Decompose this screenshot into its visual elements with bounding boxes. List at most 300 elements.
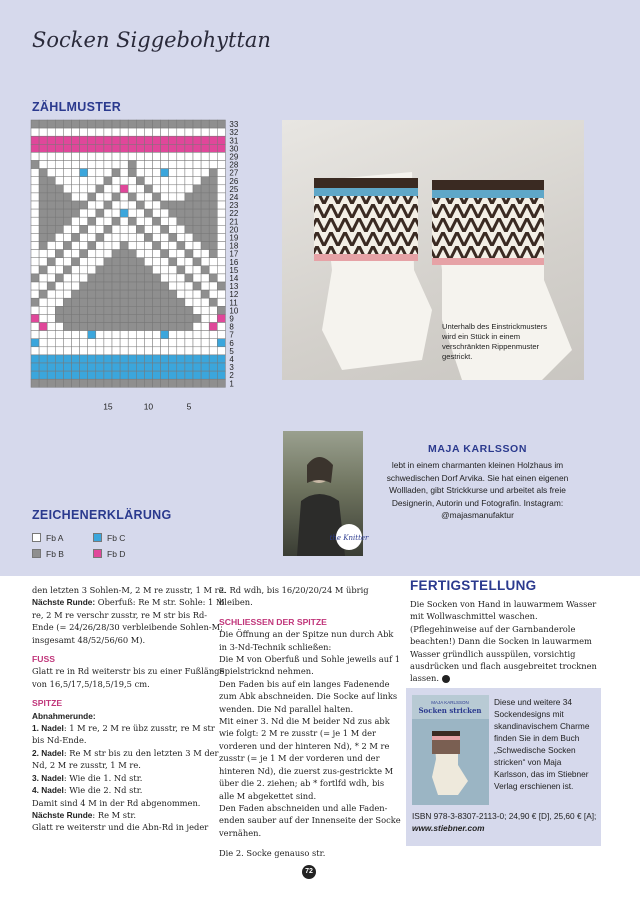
chart-cell	[31, 306, 39, 314]
chart-cell	[39, 282, 47, 290]
chart-cell	[201, 161, 209, 169]
chart-cell	[128, 355, 136, 363]
chart-cell	[185, 371, 193, 379]
chart-cell	[96, 306, 104, 314]
chart-cell	[96, 323, 104, 331]
chart-cell	[96, 355, 104, 363]
chart-cell	[39, 258, 47, 266]
col1-intro-2-label: Nächste Runde:	[32, 597, 96, 608]
chart-cell	[153, 314, 161, 322]
chart-cell	[209, 355, 217, 363]
chart-cell	[217, 339, 225, 347]
chart-cell	[169, 323, 177, 331]
chart-cell	[31, 136, 39, 144]
chart-cell	[136, 233, 144, 241]
chart-cell	[112, 371, 120, 379]
chart-cell	[104, 185, 112, 193]
chart-cell	[128, 209, 136, 217]
chart-cell	[80, 217, 88, 225]
chart-cell	[104, 177, 112, 185]
chart-cell	[72, 201, 80, 209]
chart-cell	[217, 274, 225, 282]
chart-cell	[112, 120, 120, 128]
chart-cell	[153, 120, 161, 128]
chart-cell	[112, 136, 120, 144]
chart-cell	[80, 258, 88, 266]
chart-cell	[96, 120, 104, 128]
chart-cell	[31, 371, 39, 379]
chart-cell	[112, 152, 120, 160]
chart-cell	[112, 161, 120, 169]
chart-cell	[177, 201, 185, 209]
chart-cell	[185, 306, 193, 314]
chart-cell	[169, 282, 177, 290]
chart-cell	[185, 152, 193, 160]
chart-cell	[120, 120, 128, 128]
chart-cell	[47, 306, 55, 314]
chart-cell	[120, 282, 128, 290]
chart-cell	[209, 347, 217, 355]
chart-cell	[209, 298, 217, 306]
chart-cell	[88, 282, 96, 290]
chart-cell	[177, 242, 185, 250]
chart-cell	[88, 298, 96, 306]
chart-cell	[185, 217, 193, 225]
chart-cell	[112, 177, 120, 185]
chart-cell	[201, 120, 209, 128]
chart-cell	[104, 314, 112, 322]
chart-cell	[136, 120, 144, 128]
chart-cell	[144, 314, 152, 322]
col2-p1: Die Öffnung an der Spitze nun durch Abk in 3-Nd-Technik schließen:	[219, 629, 394, 652]
chart-cell	[104, 371, 112, 379]
chart-cell	[96, 258, 104, 266]
chart-cell	[161, 290, 169, 298]
legend-swatch-fb-b	[32, 549, 41, 558]
chart-cell	[104, 233, 112, 241]
chart-cell	[96, 363, 104, 371]
chart-cell	[63, 128, 71, 136]
chart-cell	[128, 371, 136, 379]
chart-cell	[136, 331, 144, 339]
chart-cell	[201, 314, 209, 322]
chart-cell	[47, 347, 55, 355]
chart-cell	[88, 363, 96, 371]
chart-cell	[169, 128, 177, 136]
chart-row-number: 16	[229, 257, 239, 267]
chart-cell	[63, 209, 71, 217]
chart-cell	[209, 201, 217, 209]
chart-cell	[185, 355, 193, 363]
chart-cell	[185, 177, 193, 185]
chart-cell	[185, 136, 193, 144]
chart-cell	[31, 314, 39, 322]
chart-cell	[55, 225, 63, 233]
chart-cell	[161, 258, 169, 266]
chart-cell	[63, 339, 71, 347]
chart-cell	[39, 363, 47, 371]
column-1	[32, 584, 227, 834]
chart-cell	[112, 339, 120, 347]
legend-swatch-fb-d	[93, 549, 102, 558]
chart-cell	[112, 323, 120, 331]
chart-cell	[31, 201, 39, 209]
chart-cell	[88, 177, 96, 185]
chart-cell	[31, 152, 39, 160]
chart-cell	[144, 217, 152, 225]
chart-cell	[201, 298, 209, 306]
chart-cell	[31, 209, 39, 217]
chart-cell	[144, 144, 152, 152]
chart-cell	[88, 323, 96, 331]
chart-cell	[185, 225, 193, 233]
chart-cell	[136, 136, 144, 144]
fuss-text: Glatt re in Rd weiterstr bis zu einer Fußlänge von 16,5/17,5/18,5/19,5 cm.	[32, 666, 225, 689]
chart-cell	[217, 323, 225, 331]
chart-cell	[96, 331, 104, 339]
chart-cell	[63, 233, 71, 241]
chart-cell	[80, 355, 88, 363]
chart-cell	[120, 258, 128, 266]
chart-cell	[120, 225, 128, 233]
chart-cell	[96, 225, 104, 233]
chart-cell	[47, 209, 55, 217]
chart-cell	[128, 193, 136, 201]
chart-cell	[120, 298, 128, 306]
chart-cell	[72, 339, 80, 347]
chart-cell	[47, 379, 55, 387]
chart-cell	[31, 331, 39, 339]
chart-cell	[120, 242, 128, 250]
chart-cell	[72, 161, 80, 169]
chart-cell	[177, 355, 185, 363]
legend-label-fb-c: Fb C	[107, 533, 126, 543]
chart-cell	[169, 339, 177, 347]
chart-cell	[80, 169, 88, 177]
chart-cell	[161, 274, 169, 282]
chart-cell	[161, 128, 169, 136]
chart-row-number: 9	[229, 314, 234, 324]
chart-cell	[80, 306, 88, 314]
chart-cell	[153, 274, 161, 282]
chart-cell	[201, 323, 209, 331]
chart-cell	[104, 266, 112, 274]
chart-cell	[153, 169, 161, 177]
chart-cell	[201, 152, 209, 160]
chart-cell	[185, 161, 193, 169]
chart-cell	[39, 274, 47, 282]
chart-cell	[39, 217, 47, 225]
chart-cell	[47, 290, 55, 298]
chart-cell	[136, 290, 144, 298]
chart-cell	[72, 233, 80, 241]
chart-cell	[169, 120, 177, 128]
chart-cell	[72, 136, 80, 144]
chart-cell	[104, 209, 112, 217]
chart-cell	[72, 144, 80, 152]
chart-cell	[39, 347, 47, 355]
chart-cell	[55, 290, 63, 298]
chart-cell	[80, 314, 88, 322]
chart-cell	[128, 339, 136, 347]
chart-cell	[185, 144, 193, 152]
chart-cell	[136, 128, 144, 136]
chart-cell	[31, 233, 39, 241]
chart-cell	[144, 274, 152, 282]
legend-label-fb-d: Fb D	[107, 549, 126, 559]
chart-cell	[185, 242, 193, 250]
chart-cell	[217, 258, 225, 266]
chart-cell	[47, 339, 55, 347]
nadel-1-label: 1. Nadel	[32, 723, 64, 734]
col2-p2: Die M von Oberfuß und Sohle jeweils auf 1 Spielstricknd nehmen.	[219, 654, 401, 677]
chart-cell	[104, 323, 112, 331]
next-round-text: : Re M str.	[92, 809, 137, 820]
chart-cell	[72, 193, 80, 201]
chart-cell	[153, 225, 161, 233]
chart-cell	[153, 144, 161, 152]
chart-cell	[144, 242, 152, 250]
chart-cell	[72, 363, 80, 371]
chart-cell	[47, 152, 55, 160]
chart-cell	[39, 185, 47, 193]
chart-cell	[128, 169, 136, 177]
chart-cell	[144, 250, 152, 258]
chart-cell	[88, 314, 96, 322]
chart-cell	[169, 177, 177, 185]
chart-cell	[112, 209, 120, 217]
chart-cell	[72, 128, 80, 136]
chart-cell	[144, 233, 152, 241]
chart-cell	[55, 185, 63, 193]
chart-cell	[112, 242, 120, 250]
chart-cell	[193, 282, 201, 290]
chart-heading: ZÄHLMUSTER	[32, 100, 122, 114]
chart-cell	[72, 323, 80, 331]
chart-cell	[153, 331, 161, 339]
chart-cell	[31, 298, 39, 306]
chart-cell	[88, 225, 96, 233]
chart-cell	[96, 128, 104, 136]
chart-cell	[201, 144, 209, 152]
nadel-2-label: 2. Nadel	[32, 747, 64, 758]
chart-cell	[55, 250, 63, 258]
chart-cell	[39, 144, 47, 152]
chart-cell	[217, 169, 225, 177]
chart-cell	[128, 379, 136, 387]
chart-cell	[153, 347, 161, 355]
chart-cell	[47, 185, 55, 193]
chart-cell	[161, 323, 169, 331]
book-text: Diese und weitere 34 Sockendesigns mit skandinavischem Charme finden Sie in dem Buch „Schwedische Socken stricken“ von Maja Karlsson, das im Stiebner Verlag erschienen ist.	[494, 697, 590, 791]
chart-cell	[136, 282, 144, 290]
chart-row-number: 29	[229, 152, 239, 162]
chart-cell	[112, 217, 120, 225]
chart-cell	[31, 274, 39, 282]
chart-cell	[88, 120, 96, 128]
chart-row-number: 20	[229, 225, 239, 235]
chart-cell	[31, 250, 39, 258]
chart-cell	[177, 250, 185, 258]
chart-cell	[80, 242, 88, 250]
chart-cell	[112, 169, 120, 177]
chart-cell	[39, 242, 47, 250]
chart-cell	[161, 363, 169, 371]
chart-cell	[120, 290, 128, 298]
finish-text-block	[410, 598, 605, 685]
chart-cell	[39, 201, 47, 209]
chart-cell	[136, 169, 144, 177]
chart-cell	[177, 371, 185, 379]
chart-cell	[193, 363, 201, 371]
chart-cell	[31, 266, 39, 274]
chart-cell	[209, 266, 217, 274]
chart-cell	[112, 274, 120, 282]
chart-cell	[47, 314, 55, 322]
chart-cell	[185, 250, 193, 258]
chart-cell	[96, 185, 104, 193]
chart-cell	[185, 185, 193, 193]
nadel-3-label: 3. Nadel	[32, 772, 64, 783]
chart-cell	[193, 339, 201, 347]
chart-cell	[112, 201, 120, 209]
chart-cell	[96, 169, 104, 177]
chart-cell	[201, 242, 209, 250]
chart-cell	[55, 363, 63, 371]
chart-cell	[193, 209, 201, 217]
chart-cell	[161, 250, 169, 258]
chart-cell	[193, 242, 201, 250]
chart-cell	[169, 298, 177, 306]
chart-cell	[201, 371, 209, 379]
chart-cell	[209, 144, 217, 152]
chart-cell	[63, 152, 71, 160]
chart-row-number: 25	[229, 184, 239, 194]
chart-cell	[63, 250, 71, 258]
chart-cell	[96, 152, 104, 160]
chart-cell	[177, 347, 185, 355]
chart-row-number: 1	[229, 379, 234, 389]
chart-cell	[72, 120, 80, 128]
chart-cell	[120, 363, 128, 371]
chart-cell	[31, 282, 39, 290]
book-promo	[406, 688, 601, 846]
chart-cell	[72, 282, 80, 290]
page-title: Socken Siggebohyttan	[32, 28, 271, 52]
chart-cell	[39, 331, 47, 339]
chart-cell	[96, 290, 104, 298]
chart-cell	[55, 339, 63, 347]
chart-cell	[185, 266, 193, 274]
chart-row-number: 10	[229, 306, 239, 316]
chart-cell	[209, 177, 217, 185]
knitter-badge: the Knitter	[329, 534, 369, 542]
publisher-link[interactable]: www.stiebner.com	[412, 823, 485, 833]
chart-cell	[39, 355, 47, 363]
chart-cell	[209, 250, 217, 258]
chart-cell	[96, 314, 104, 322]
chart-cell	[55, 209, 63, 217]
chart-cell	[104, 136, 112, 144]
chart-cell	[88, 169, 96, 177]
chart-cell	[47, 177, 55, 185]
chart-cell	[209, 209, 217, 217]
chart-cell	[153, 323, 161, 331]
chart-cell	[193, 201, 201, 209]
chart-cell	[120, 152, 128, 160]
chart-cell	[80, 233, 88, 241]
chart-cell	[193, 306, 201, 314]
chart-cell	[201, 363, 209, 371]
chart-cell	[55, 371, 63, 379]
chart-cell	[136, 371, 144, 379]
chart-cell	[217, 306, 225, 314]
chart-cell	[217, 314, 225, 322]
chart-cell	[55, 306, 63, 314]
chart-cell	[217, 355, 225, 363]
chart-cell	[112, 233, 120, 241]
chart-cell	[144, 347, 152, 355]
chart-cell	[55, 233, 63, 241]
chart-cell	[161, 339, 169, 347]
chart-cell	[217, 242, 225, 250]
chart-cell	[39, 250, 47, 258]
chart-cell	[201, 217, 209, 225]
chart-cell	[55, 136, 63, 144]
book-cover	[412, 695, 489, 805]
chart-row-number: 14	[229, 274, 239, 283]
chart-cell	[193, 128, 201, 136]
chart-cell	[112, 379, 120, 387]
chart-cell	[39, 298, 47, 306]
chart-cell	[161, 379, 169, 387]
chart-cell	[185, 282, 193, 290]
chart-cell	[96, 144, 104, 152]
chart-cell	[39, 233, 47, 241]
chart-cell	[47, 363, 55, 371]
chart-cell	[55, 282, 63, 290]
chart-cell	[128, 185, 136, 193]
chart-cell	[136, 274, 144, 282]
chart-cell	[47, 355, 55, 363]
chart-cell	[201, 185, 209, 193]
chart-cell	[217, 282, 225, 290]
chart-cell	[128, 258, 136, 266]
chart-cell	[177, 379, 185, 387]
chart-cell	[63, 347, 71, 355]
chart-cell	[177, 225, 185, 233]
chart-cell	[80, 274, 88, 282]
chart-cell	[193, 217, 201, 225]
chart-cell	[39, 136, 47, 144]
chart-cell	[31, 217, 39, 225]
chart-cell	[161, 233, 169, 241]
chart-cell	[128, 177, 136, 185]
chart-cell	[88, 233, 96, 241]
chart-cell	[161, 144, 169, 152]
chart-cell	[31, 242, 39, 250]
chart-cell	[177, 266, 185, 274]
chart-row-number: 15	[229, 265, 239, 275]
chart-row-number: 26	[229, 176, 239, 186]
weiter-text: Glatt re weiterstr und die Abn-Rd in jeder	[32, 822, 209, 833]
chart-cell	[55, 120, 63, 128]
chart-row-number: 28	[229, 160, 239, 170]
chart-cell	[153, 250, 161, 258]
chart-cell	[193, 298, 201, 306]
chart-cell	[144, 266, 152, 274]
chart-cell	[47, 233, 55, 241]
